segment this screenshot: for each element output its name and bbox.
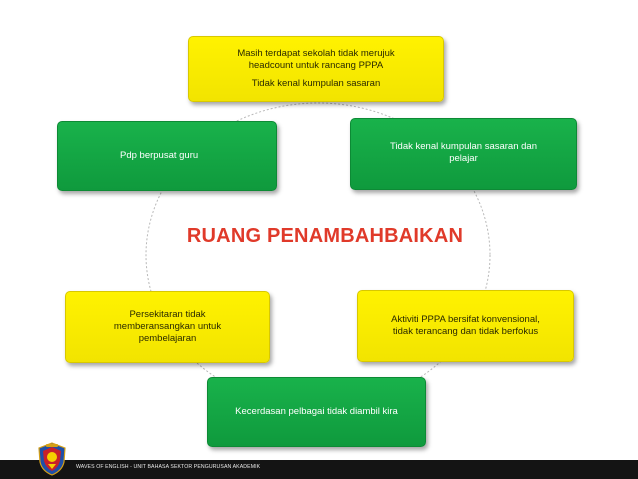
box-mid-left [65,291,270,363]
diagram-title: RUANG PENAMBAHBAIKAN [186,225,464,247]
box-bottom-line1: Kecerdasan pelbagai tidak diambil kira [235,406,398,417]
box-top-left-line1: Pdp berpusat guru [120,150,199,161]
ministry-crest-icon [36,442,68,476]
box-top-right-line1: Tidak kenal kumpulan sasaran dan [390,141,537,152]
box-bottom [207,377,426,447]
box-top-left [57,121,277,191]
box-top [188,36,444,102]
box-mid-right-line2: tidak terancang dan tidak berfokus [392,326,539,337]
box-top-line3: Tidak kenal kumpulan sasaran [251,78,381,89]
box-mid-left-line1: Persekitaran tidak [129,309,206,320]
box-mid-right [357,290,574,362]
box-top-right [350,118,577,190]
box-top-line1: Masih terdapat sekolah tidak merujuk [237,48,395,59]
box-top-right-line2: pelajar [449,153,478,164]
box-mid-left-line3: pembelajaran [138,333,197,344]
box-mid-left-line2: memberansangkan untuk [113,321,222,332]
box-mid-right-line1: Aktiviti PPPA bersifat konvensional, [391,314,540,325]
footer-text: WAVES OF ENGLISH - UNIT BAHASA SEKTOR PENGURUSAN AKADEMIK [76,464,261,470]
box-top-line2: headcount untuk rancang PPPA [248,60,384,71]
